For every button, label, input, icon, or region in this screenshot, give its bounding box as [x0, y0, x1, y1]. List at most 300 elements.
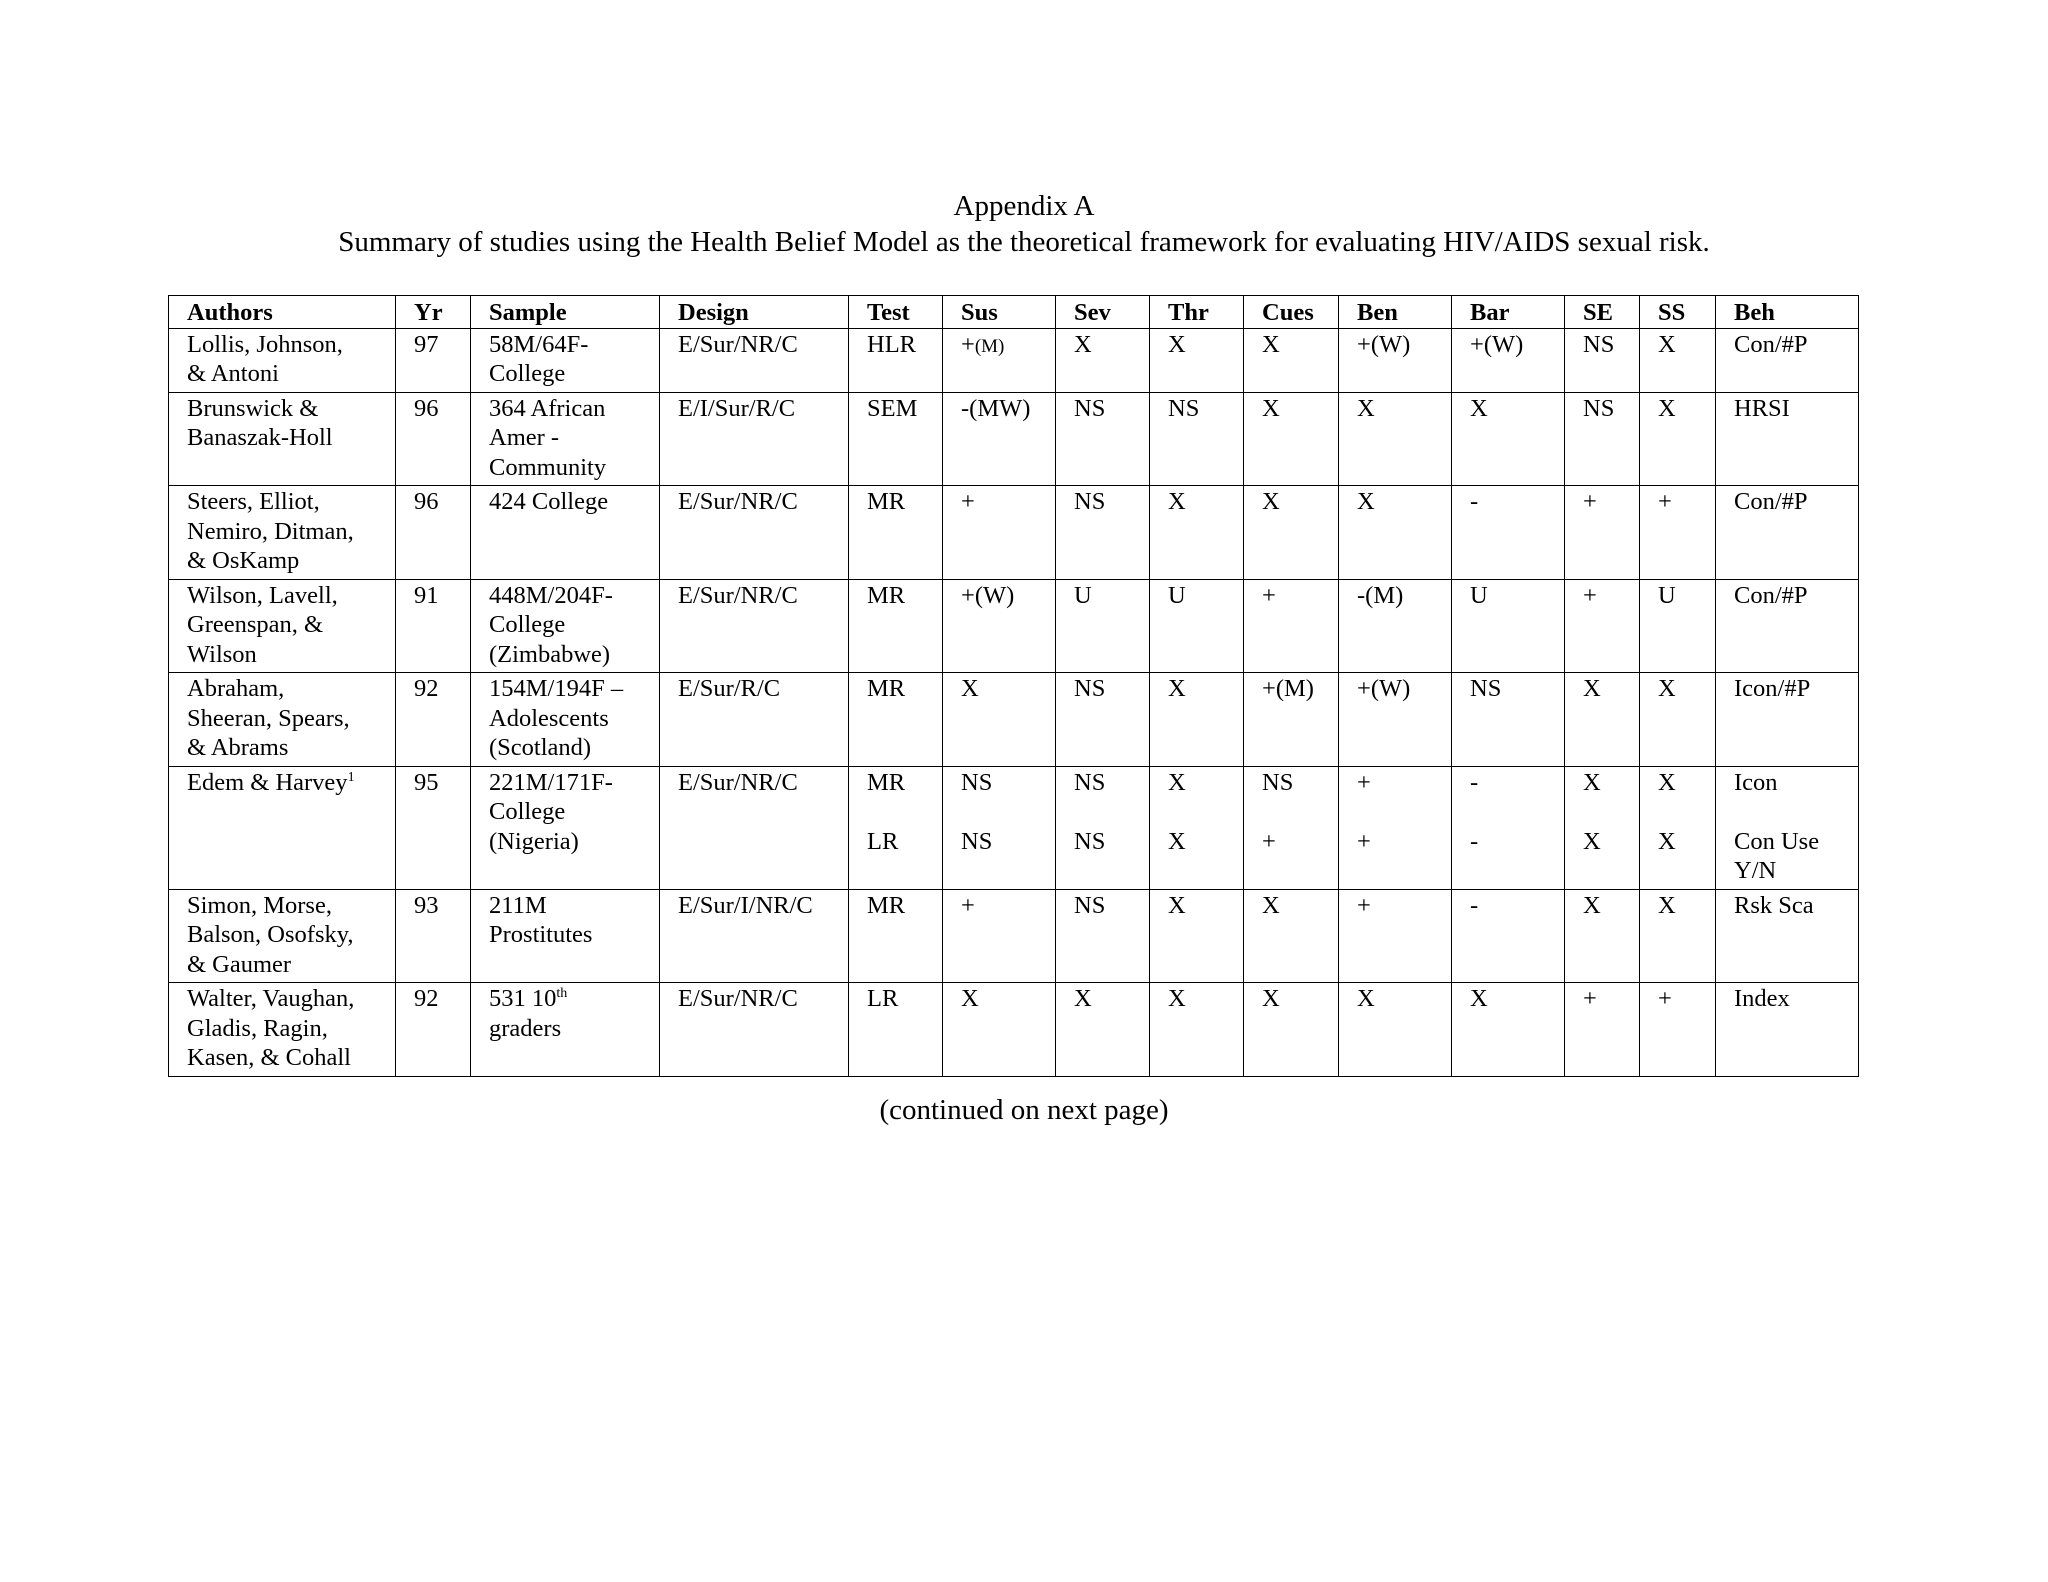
- cell-authors: [169, 328, 396, 392]
- cell-line: [1734, 487, 1854, 517]
- cell-text: & Antoni: [187, 360, 279, 387]
- cell-line: [1357, 394, 1447, 424]
- cell-line: [489, 359, 655, 389]
- cell-line: [1470, 394, 1560, 424]
- cell-text: Banaszak-Holl: [187, 424, 333, 451]
- cell-line: [489, 1014, 655, 1044]
- cell-line: [678, 581, 844, 611]
- cell-line: [1357, 674, 1447, 704]
- cell-line: [867, 674, 938, 704]
- cell-line: [1074, 487, 1145, 517]
- cell-text: Simon, Morse,: [187, 891, 332, 919]
- cell-ss: [1640, 328, 1716, 392]
- cell-test: [849, 889, 943, 983]
- cell-line: [1168, 674, 1239, 704]
- cell-text: 424 College: [489, 488, 609, 515]
- cell-text: X: [1168, 488, 1186, 515]
- cell-line: [1470, 674, 1560, 704]
- cell-line: [1470, 768, 1560, 798]
- col-header-ben: Ben: [1339, 296, 1452, 329]
- cell-line: [1357, 581, 1447, 611]
- cell-text: +: [1357, 768, 1371, 796]
- cell-text: E/Sur/NR/C: [678, 488, 798, 515]
- cell-line: [678, 984, 844, 1014]
- col-header-design: Design: [660, 296, 849, 329]
- cell-design: [660, 579, 849, 673]
- cell-text: E/Sur/NR/C: [678, 768, 798, 796]
- cell-line: [678, 768, 844, 798]
- cell-text: -: [1470, 768, 1479, 796]
- cell-se: [1565, 983, 1640, 1077]
- cell-text: & Gaumer: [187, 950, 292, 978]
- cell-text: U: [1074, 581, 1092, 609]
- cell-text: X: [1658, 768, 1676, 796]
- cell-line: [1074, 797, 1145, 827]
- cell-line: [187, 733, 391, 763]
- cell-line: [1658, 330, 1711, 360]
- cell-line: [961, 797, 1051, 827]
- cell-line: [961, 891, 1051, 921]
- cell-thr: [1150, 486, 1244, 580]
- cell-line: [414, 984, 466, 1014]
- cell-sus: [943, 766, 1056, 889]
- cell-line: [1074, 984, 1145, 1014]
- cell-text: Prostitutes: [489, 921, 593, 948]
- cell-text: NS: [1168, 394, 1200, 422]
- cell-text: 364 African: [489, 394, 606, 422]
- cell-text: +: [1658, 985, 1672, 1012]
- cell-text: Rsk Sca: [1734, 891, 1814, 919]
- cell-sample: [471, 392, 660, 486]
- cell-line: [1262, 394, 1334, 424]
- cell-sample: [471, 328, 660, 392]
- cell-line: [1074, 674, 1145, 704]
- cell-line: [1168, 827, 1239, 857]
- cell-text: Nemiro, Ditman,: [187, 517, 354, 545]
- cell-text: HRSI: [1734, 394, 1790, 422]
- continued-note: (continued on next page): [879, 1094, 1169, 1126]
- cell-line: [414, 581, 466, 611]
- cell-text: X: [1262, 394, 1280, 422]
- cell-text: Adolescents: [489, 704, 609, 732]
- cell-line: [1074, 394, 1145, 424]
- cell-sample: [471, 673, 660, 767]
- cell-se: [1565, 673, 1640, 767]
- cell-line: [1734, 674, 1854, 704]
- cell-line: [1168, 330, 1239, 360]
- cell-ss: [1640, 983, 1716, 1077]
- cell-sus: [943, 328, 1056, 392]
- cell-se: [1565, 392, 1640, 486]
- cell-line: [187, 487, 391, 517]
- cell-text: X: [1658, 891, 1676, 919]
- cell-line: [1262, 827, 1334, 857]
- cell-line: [1168, 487, 1239, 517]
- cell-line: [1470, 581, 1560, 611]
- cell-bar: [1452, 983, 1565, 1077]
- cell-line: [1658, 891, 1711, 921]
- cell-text: X: [1074, 330, 1092, 358]
- table-row: [169, 889, 1859, 983]
- cell-line: [1168, 768, 1239, 798]
- cell-cues: [1244, 392, 1339, 486]
- cell-text: SEM: [867, 394, 918, 422]
- cell-text: Brunswick &: [187, 394, 319, 422]
- cell-text: Sheeran, Spears,: [187, 704, 350, 732]
- cell-text: X: [1168, 330, 1186, 358]
- cell-text: X: [1074, 985, 1092, 1012]
- cell-text: 92: [414, 675, 439, 702]
- cell-authors: [169, 392, 396, 486]
- cell-line: [1658, 394, 1711, 424]
- table-row: [169, 392, 1859, 486]
- cell-line: [867, 330, 938, 360]
- cell-text: X: [1262, 891, 1280, 919]
- cell-text: +: [1583, 985, 1597, 1012]
- cell-sev: [1056, 579, 1150, 673]
- cell-line: [187, 581, 391, 611]
- cell-line: [187, 920, 391, 950]
- col-header-beh: Beh: [1716, 296, 1859, 329]
- col-header-thr: Thr: [1150, 296, 1244, 329]
- cell-authors: [169, 673, 396, 767]
- cell-design: [660, 392, 849, 486]
- cell-text: +: [1583, 488, 1597, 515]
- cell-line: [1658, 674, 1711, 704]
- cell-line: [1262, 797, 1334, 827]
- cell-line: [1658, 487, 1711, 517]
- cell-ben: [1339, 766, 1452, 889]
- cell-yr: [396, 889, 471, 983]
- cell-line: [1734, 394, 1854, 424]
- cell-text: Wilson: [187, 640, 257, 668]
- cell-line: [678, 394, 844, 424]
- cell-test: [849, 766, 943, 889]
- cell-text: 91: [414, 581, 439, 609]
- table-caption: Summary of studies using the Health Belief Model as the theoretical framework for evaluating HIV/AIDS sexual risk.: [338, 226, 1710, 258]
- cell-text: 221M/171F-: [489, 768, 613, 796]
- cell-text: X: [961, 985, 979, 1012]
- cell-sev: [1056, 328, 1150, 392]
- cell-se: [1565, 486, 1640, 580]
- cell-text: Kasen, & Cohall: [187, 1044, 351, 1071]
- cell-text: (Scotland): [489, 734, 592, 761]
- cell-line: [489, 797, 655, 827]
- cell-text: & Abrams: [187, 734, 289, 761]
- cell-line: [1262, 768, 1334, 798]
- cell-sus: [943, 579, 1056, 673]
- cell-line: [678, 330, 844, 360]
- cell-yr: [396, 579, 471, 673]
- cell-cues: [1244, 579, 1339, 673]
- table-row: [169, 328, 1859, 392]
- cell-cues: [1244, 983, 1339, 1077]
- cell-test: [849, 579, 943, 673]
- cell-line: [414, 891, 466, 921]
- cell-test: [849, 673, 943, 767]
- cell-cues: [1244, 889, 1339, 983]
- table-row: [169, 673, 1859, 767]
- cell-text: X: [1168, 891, 1186, 919]
- cell-line: [1734, 581, 1854, 611]
- cell-text: X: [1168, 827, 1186, 855]
- cell-text: HLR: [867, 330, 916, 358]
- cell-ss: [1640, 766, 1716, 889]
- cell-text: NS: [1074, 891, 1106, 919]
- cell-text: College: [489, 360, 566, 387]
- cell-line: [867, 581, 938, 611]
- col-header-yr: Yr: [396, 296, 471, 329]
- cell-bar: [1452, 579, 1565, 673]
- cell-text: +: [961, 488, 975, 515]
- cell-line: [187, 984, 391, 1014]
- cell-beh: [1716, 392, 1859, 486]
- cell-line: [1357, 768, 1447, 798]
- cell-line: [187, 768, 391, 798]
- cell-thr: [1150, 328, 1244, 392]
- cell-ss: [1640, 673, 1716, 767]
- cell-line: [1262, 674, 1334, 704]
- cell-line: [867, 891, 938, 921]
- cell-line: [1262, 891, 1334, 921]
- cell-text: Gladis, Ragin,: [187, 1014, 328, 1042]
- cell-line: [187, 546, 391, 576]
- cell-text: +(W): [1357, 675, 1411, 702]
- cell-line: [1583, 768, 1635, 798]
- cell-sample: [471, 486, 660, 580]
- cell-line: [187, 423, 391, 453]
- cell-line: [1262, 984, 1334, 1014]
- cell-line: [867, 394, 938, 424]
- cell-text: NS: [1074, 827, 1106, 855]
- cell-line: [489, 453, 655, 483]
- appendix-title: Appendix A: [953, 190, 1095, 222]
- cell-line: [1470, 827, 1560, 857]
- cell-ss: [1640, 889, 1716, 983]
- cell-text: MR: [867, 675, 906, 702]
- cell-line: [1357, 487, 1447, 517]
- cell-text: MR: [867, 768, 906, 796]
- cell-text: X: [1583, 768, 1601, 796]
- cell-line: [1734, 330, 1854, 360]
- col-header-bar: Bar: [1452, 296, 1565, 329]
- cell-test: [849, 486, 943, 580]
- cell-line: [1262, 581, 1334, 611]
- cell-yr: [396, 673, 471, 767]
- cell-sample: [471, 889, 660, 983]
- cell-text: 97: [414, 330, 439, 358]
- cell-bar: [1452, 766, 1565, 889]
- cell-text: NS: [1074, 394, 1106, 422]
- cell-text: Index: [1734, 985, 1790, 1012]
- cell-text: Con/#P: [1734, 330, 1808, 358]
- cell-ss: [1640, 579, 1716, 673]
- cell-line: [1357, 330, 1447, 360]
- cell-test: [849, 983, 943, 1077]
- cell-line: [187, 517, 391, 547]
- cell-bar: [1452, 673, 1565, 767]
- footnote-marker: 1: [347, 769, 355, 785]
- cell-bar: [1452, 486, 1565, 580]
- cell-line: [489, 827, 655, 857]
- cell-text: +(W): [1357, 330, 1411, 358]
- cell-text: NS: [1262, 768, 1294, 796]
- cell-beh: [1716, 486, 1859, 580]
- cell-text: X: [1658, 827, 1676, 855]
- cell-text: X: [1357, 394, 1375, 422]
- cell-line: [1262, 330, 1334, 360]
- cell-sev: [1056, 766, 1150, 889]
- cell-line: [1734, 856, 1854, 886]
- cell-text: -: [1470, 488, 1479, 515]
- cell-line: [678, 674, 844, 704]
- cell-line: [1583, 581, 1635, 611]
- table-row: [169, 579, 1859, 673]
- cell-ben: [1339, 673, 1452, 767]
- cell-line: [187, 610, 391, 640]
- cell-yr: [396, 328, 471, 392]
- cell-yr: [396, 486, 471, 580]
- cell-text: +(W): [961, 581, 1015, 609]
- cell-line: [1168, 797, 1239, 827]
- cell-text: Con Use: [1734, 827, 1820, 855]
- cell-text: College: [489, 611, 566, 638]
- cell-line: [414, 674, 466, 704]
- cell-text: Lollis, Johnson,: [187, 330, 343, 358]
- cell-line: [1583, 487, 1635, 517]
- cell-beh: [1716, 579, 1859, 673]
- cell-text: NS: [1583, 394, 1615, 422]
- cell-thr: [1150, 766, 1244, 889]
- cell-line: [1583, 891, 1635, 921]
- cell-line: [1658, 768, 1711, 798]
- cell-text: E/Sur/NR/C: [678, 581, 798, 609]
- cell-text: -(M): [1357, 581, 1404, 609]
- cell-line: [489, 984, 655, 1014]
- cell-text: NS: [961, 827, 993, 855]
- cell-line: [1583, 674, 1635, 704]
- cell-line: [414, 394, 466, 424]
- cell-text: +: [1583, 581, 1597, 609]
- cell-line: [1168, 891, 1239, 921]
- cell-text: MR: [867, 488, 906, 515]
- cell-design: [660, 486, 849, 580]
- cell-line: [961, 827, 1051, 857]
- cell-line: [1074, 581, 1145, 611]
- cell-text: +: [1357, 827, 1371, 855]
- cell-line: [187, 891, 391, 921]
- cell-text: X: [1583, 675, 1601, 702]
- cell-thr: [1150, 889, 1244, 983]
- cell-authors: [169, 766, 396, 889]
- cell-line: [961, 394, 1051, 424]
- cell-yr: [396, 766, 471, 889]
- cell-text: Wilson, Lavell,: [187, 581, 338, 609]
- cell-line: [1074, 827, 1145, 857]
- col-header-test: Test: [849, 296, 943, 329]
- cell-text: graders: [489, 1014, 562, 1042]
- cell-authors: [169, 889, 396, 983]
- cell-line: [867, 797, 938, 827]
- cell-text: U: [1168, 581, 1186, 609]
- cell-line: [1658, 581, 1711, 611]
- cell-line: [1357, 891, 1447, 921]
- cell-text: -: [1470, 827, 1479, 855]
- cell-design: [660, 328, 849, 392]
- cell-test: [849, 328, 943, 392]
- cell-text: NS: [961, 768, 993, 796]
- cell-text: Community: [489, 453, 607, 481]
- cell-sus: [943, 673, 1056, 767]
- cell-text: NS: [1583, 330, 1615, 358]
- cell-beh: [1716, 766, 1859, 889]
- cell-text: NS: [1074, 488, 1106, 515]
- cell-line: [489, 610, 655, 640]
- cell-line: [1357, 827, 1447, 857]
- table-header-row: [169, 296, 1859, 329]
- cell-text: 211M: [489, 891, 547, 919]
- cell-line: [414, 330, 466, 360]
- cell-ben: [1339, 983, 1452, 1077]
- cell-line: [489, 423, 655, 453]
- cell-line: [1583, 330, 1635, 360]
- cell-line: [1074, 768, 1145, 798]
- cell-text: -: [1470, 891, 1479, 919]
- cell-text: X: [1262, 330, 1280, 358]
- cell-line: [1168, 394, 1239, 424]
- cell-text: Walter, Vaughan,: [187, 985, 355, 1012]
- cell-line: [1583, 827, 1635, 857]
- cell-line: [1734, 797, 1854, 827]
- table-row: [169, 486, 1859, 580]
- cell-text: X: [1357, 488, 1375, 515]
- cell-text: X: [1658, 330, 1676, 358]
- cell-text: NS: [1074, 675, 1106, 702]
- cell-text: +: [1262, 581, 1276, 609]
- cell-sus: [943, 889, 1056, 983]
- cell-text: X: [1168, 768, 1186, 796]
- cell-se: [1565, 328, 1640, 392]
- cell-line: [1658, 984, 1711, 1014]
- cell-line: [961, 487, 1051, 517]
- cell-line: [1583, 984, 1635, 1014]
- ordinal-suffix: th: [556, 985, 568, 1001]
- cell-text: X: [1168, 675, 1186, 702]
- cell-authors: [169, 486, 396, 580]
- cell-design: [660, 889, 849, 983]
- cell-text: E/Sur/NR/C: [678, 330, 798, 358]
- cell-text: Icon/#P: [1734, 675, 1811, 702]
- cell-text: 96: [414, 488, 439, 515]
- cell-thr: [1150, 673, 1244, 767]
- col-header-sev: Sev: [1056, 296, 1150, 329]
- cell-line: [489, 581, 655, 611]
- cell-text: X: [1583, 827, 1601, 855]
- cell-line: [489, 920, 655, 950]
- col-header-se: SE: [1565, 296, 1640, 329]
- cell-line: [678, 891, 844, 921]
- cell-ben: [1339, 579, 1452, 673]
- cell-cues: [1244, 328, 1339, 392]
- cell-line: [678, 487, 844, 517]
- cell-line: [1168, 581, 1239, 611]
- cell-cues: [1244, 673, 1339, 767]
- cell-sus: [943, 392, 1056, 486]
- cell-line: [1583, 394, 1635, 424]
- cell-text: 95: [414, 768, 439, 796]
- cell-text: U: [1470, 581, 1488, 609]
- cell-thr: [1150, 392, 1244, 486]
